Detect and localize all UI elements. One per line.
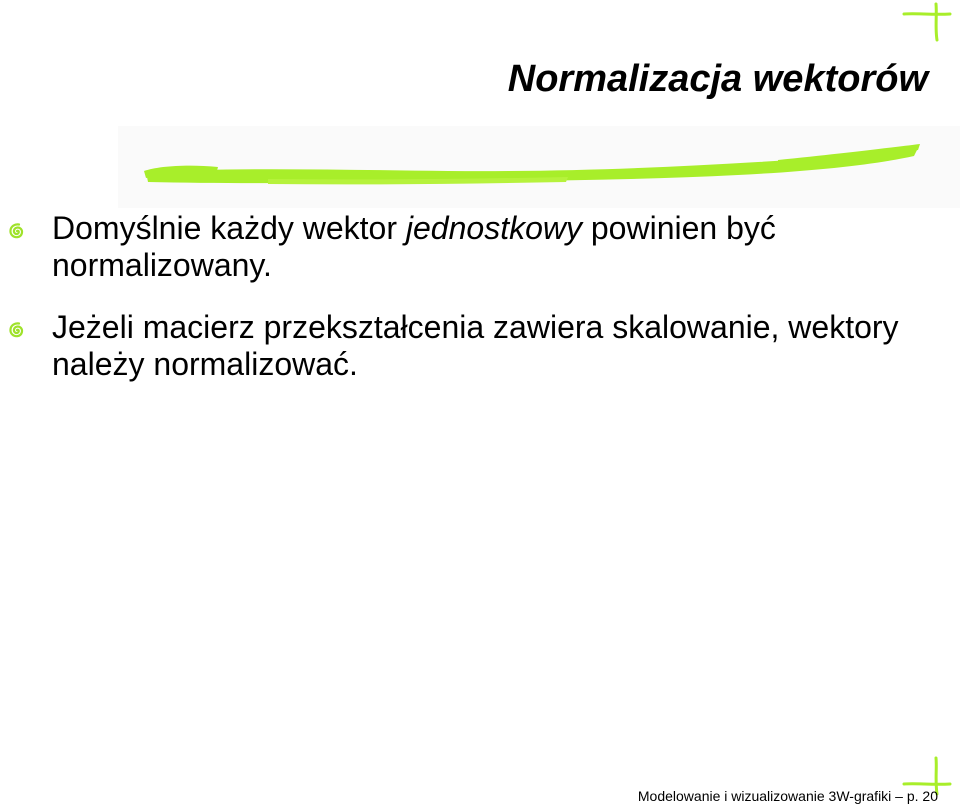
bullet-list	[0, 210, 930, 408]
slide-footer: Modelowanie i wizualizowanie 3W-grafiki – p. 20	[637, 788, 938, 804]
bullet-text: Jeżeli macierz przekształcenia zawiera skalowanie, wektory należy normalizować.	[52, 309, 899, 382]
corner-crosshair-icon	[902, 2, 952, 42]
bullet-text-after: powinien być normalizowany.	[52, 210, 776, 283]
spiral-bullet-icon	[8, 222, 26, 240]
bullet-text-emphasis: jednostkowy	[405, 210, 582, 246]
spiral-bullet-icon	[8, 321, 26, 339]
slide-title: Normalizacja wektorów	[507, 58, 928, 100]
highlighter-stroke	[118, 126, 960, 208]
bullet-item-default-normalization	[0, 210, 930, 284]
bullet-item-scaling-normalization	[0, 309, 930, 383]
bullet-text-before: Domyślnie każdy wektor	[52, 210, 406, 246]
